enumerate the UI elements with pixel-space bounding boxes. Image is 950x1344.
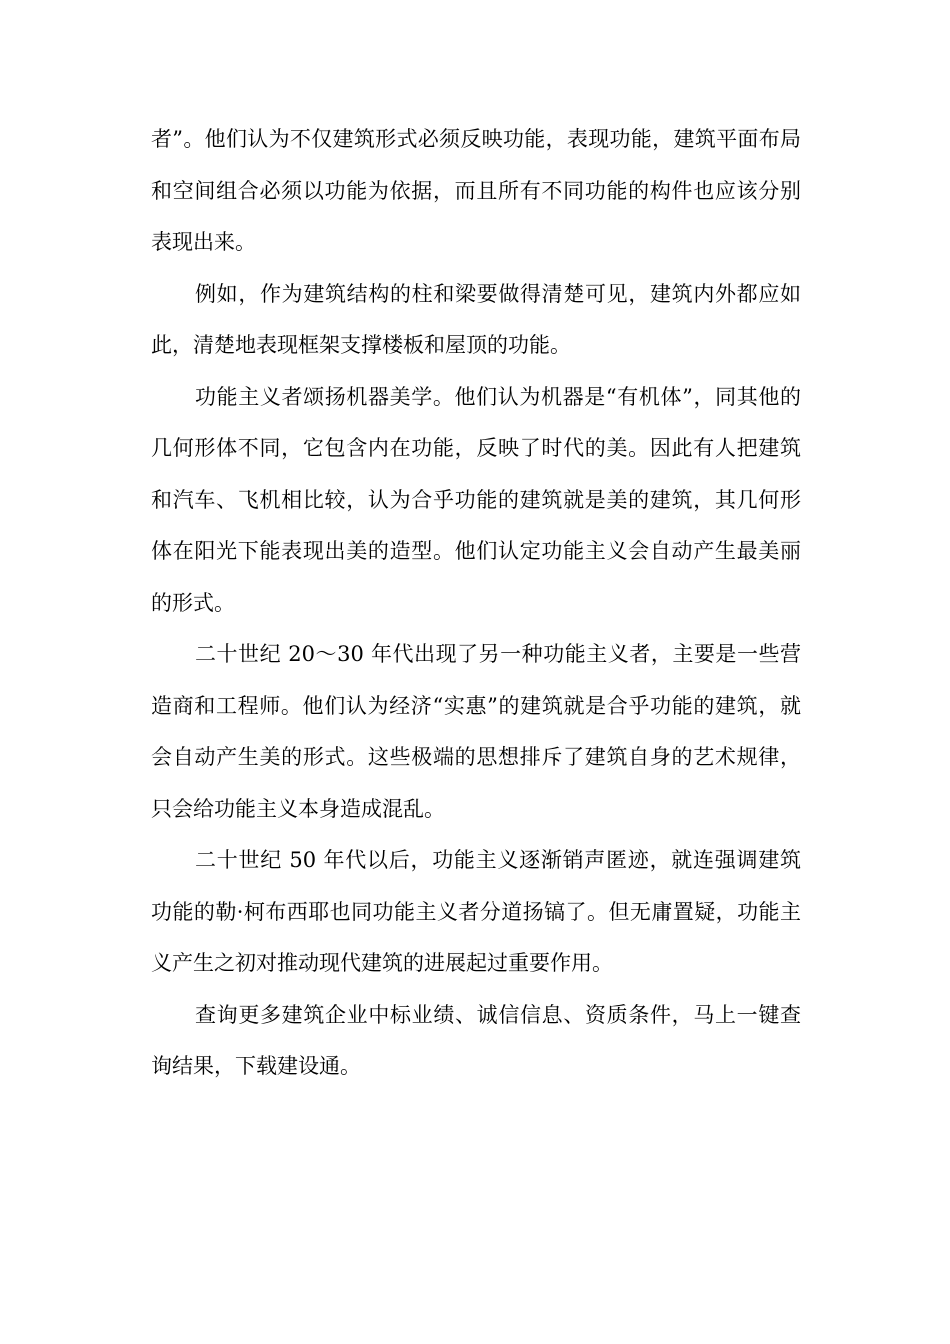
paragraph-3: 功能主义者颂扬机器美学。他们认为机器是“有机体”，同其他的几何形体不同，它包含内在功能，反映了时代的美。因此有人把建筑和汽车、飞机相比较，认为合乎功能的建筑就是美的建筑，其几何形体在阳光下能表现出美的造型。他们认定功能主义会自动产生最美丽的形式。 (151, 384, 801, 615)
paragraph-1: 者”。他们认为不仅建筑形式必须反映功能，表现功能，建筑平面布局和空间组合必须以功能为依据，而且所有不同功能的构件也应该分别表现出来。 (151, 127, 801, 254)
paragraph-6: 查询更多建筑企业中标业绩、诚信信息、资质条件，马上一键查询结果，下载建设通。 (151, 1002, 801, 1078)
document-body (151, 114, 801, 1093)
paragraph-2: 例如，作为建筑结构的柱和梁要做得清楚可见，建筑内外都应如此，清楚地表现框架支撑楼板和屋顶的功能。 (151, 281, 801, 357)
paragraph-4: 二十世纪 20～30 年代出现了另一种功能主义者，主要是一些营造商和工程师。他们认为经济“实惠”的建筑就是合乎功能的建筑，就会自动产生美的形式。这些极端的思想排斥了建筑自身的艺术规律，只会给功能主义本身造成混乱。 (151, 642, 801, 821)
paragraph-5: 二十世纪 50 年代以后，功能主义逐渐销声匿迹，就连强调建筑功能的勒·柯布西耶也同功能主义者分道扬镐了。但无庸置疑，功能主义产生之初对推动现代建筑的进展起过重要作用。 (151, 848, 801, 975)
